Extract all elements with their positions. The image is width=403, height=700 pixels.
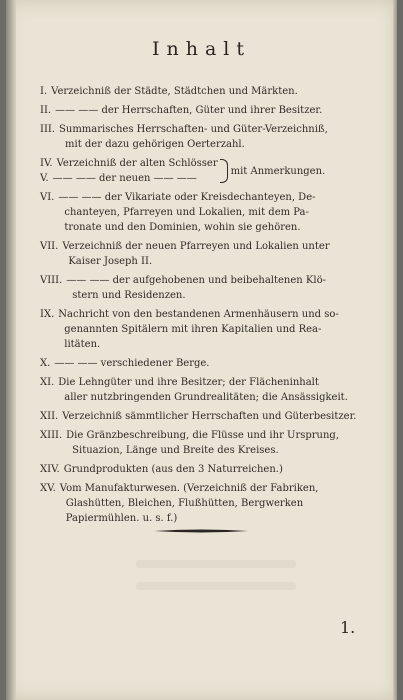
entry-number: XII. [40,411,59,422]
entry-text: Nachricht von den bestandenen Armenhäusern und so- [58,309,339,320]
entry-number: III. [40,124,56,135]
entry-text: aller nutzbringenden Grundrealitäten; die Ansässigkeit. [64,392,348,403]
toc-entry [40,122,384,152]
entry-text: litäten. [64,339,101,350]
entry-number: IV. [40,158,53,169]
entry-number: XIII. [40,430,63,441]
brace-note: mit Anmerkungen. [230,165,326,177]
toc-entry [40,239,384,269]
toc-entry [40,84,384,99]
entry-text: —— —— der Herrschaften, Güter und ihrer Besitzer. [55,105,323,116]
toc-entry [40,462,384,477]
entry-text: Verzeichniß sämmtlicher Herrschaften und Güterbesitzer. [62,411,357,422]
toc-entry [40,409,384,424]
page-spine-shadow [6,0,16,700]
brace-icon [220,159,228,183]
bleed-through [136,560,296,568]
entry-number: VI. [40,192,55,203]
bleed-through [136,582,296,590]
toc-entry [40,481,384,526]
entry-number: I. [40,86,48,97]
entry-text: Grundprodukten (aus den 3 Naturreichen.) [63,464,283,475]
entry-number: XIV. [40,464,60,475]
entry-text: Kaiser Joseph II. [68,256,153,267]
page-title: Inhalt [151,38,252,60]
entry-text: —— —— der Vikariate oder Kreisdechanteyen, De- [58,192,316,203]
entry-number: VII. [40,241,59,252]
entry-text: Verzeichniß der alten Schlösser [56,158,218,169]
entry-text: mit der dazu gehörigen Oerterzahl. [65,139,245,150]
entry-number: IX. [40,309,55,320]
entry-text: Die Gränzbeschreibung, die Flüsse und ihr Ursprung, [66,430,340,441]
brace-group [40,156,384,186]
entry-text: chanteyen, Pfarreyen und Lokalien, mit dem Pa- [64,207,309,218]
entry-text: Verzeichniß der Städte, Städtchen und Märkten. [51,86,298,97]
toc-entry [40,103,384,118]
entry-text: —— —— verschiedener Berge. [54,358,210,369]
entry-text: Situazion, Länge und Breite des Kreises. [72,445,279,456]
toc-entry [40,375,384,405]
entry-number: V. [40,173,49,184]
page-number: 1. [340,618,356,637]
entry-number: XV. [40,483,56,494]
ornament-rule-icon [154,528,248,534]
entry-text: Die Lehngüter und ihre Besitzer; der Flächeninhalt [58,377,319,388]
entry-text: tronate und den Dominien, wohin sie gehören. [64,222,301,233]
toc-entry [40,356,384,371]
toc-entry [40,307,384,352]
entry-text: —— —— der aufgehobenen und beibehaltenen Klö- [66,275,326,286]
entry-text: stern und Residenzen. [72,290,186,301]
entry-number: II. [40,105,52,116]
toc-entry [40,190,384,235]
entry-text: Verzeichniß der neuen Pfarreyen und Lokalien unter [62,241,330,252]
table-of-contents [40,84,384,530]
entry-number: X. [40,358,51,369]
toc-entry [40,156,218,171]
entry-text: Vom Manufakturwesen. (Verzeichniß der Fabriken, [59,483,319,494]
toc-entry [40,273,384,303]
toc-entry [40,428,384,458]
entry-number: XI. [40,377,55,388]
entry-number: VIII. [40,275,63,286]
entry-text: —— —— der neuen —— —— [52,173,197,184]
entry-text: genannten Spitälern mit ihren Kapitalien und Rea- [64,324,322,335]
entry-text: Glashütten, Bleichen, Flußhütten, Bergwerken [65,498,304,509]
page-edge [393,0,397,700]
toc-entry [40,171,218,186]
entry-text: Papiermühlen. u. s. f.) [65,513,178,524]
entry-text: Summarisches Herrschaften- und Güter-Verzeichniß, [59,124,328,135]
book-page [6,0,397,700]
